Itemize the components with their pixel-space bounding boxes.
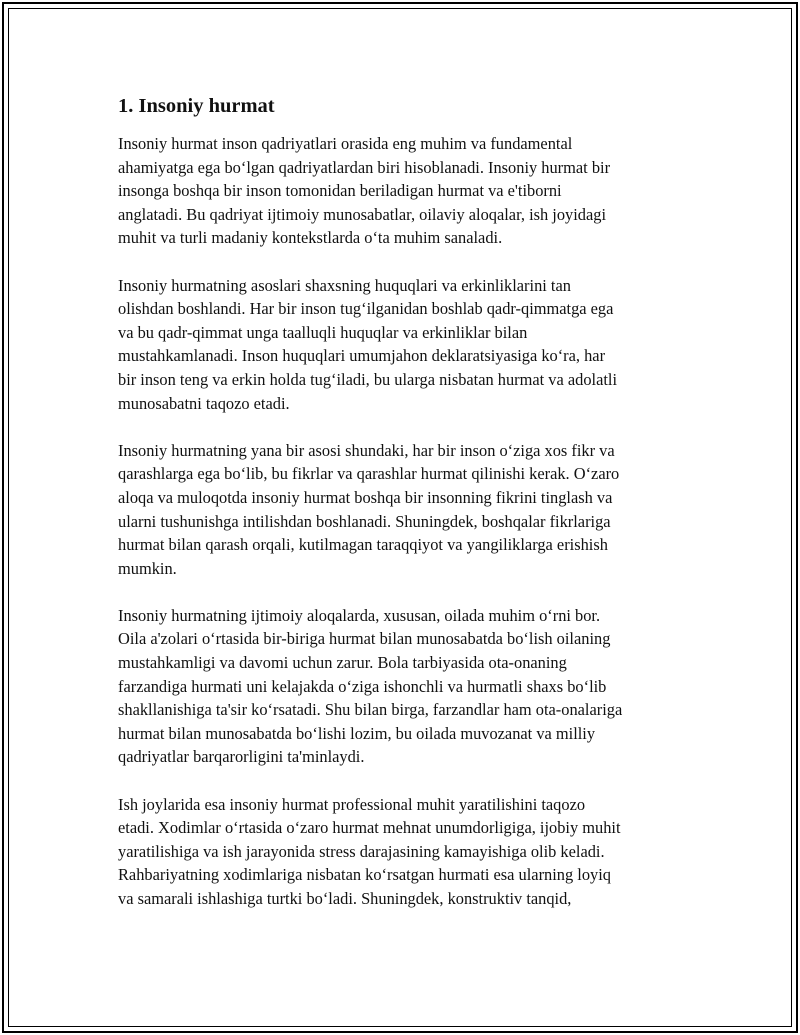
paragraph-5 — [118, 793, 698, 911]
paragraph-line: farzandiga hurmati uni kelajakda o‘ziga ishonchli va hurmatli shaxs bo‘lib — [118, 676, 607, 696]
paragraph-line: Ish joylarida esa insoniy hurmat professional muhit yaratilishini taqozo — [118, 794, 586, 814]
paragraph-4 — [118, 604, 698, 769]
paragraph-line: mumkin. — [118, 558, 177, 578]
paragraph-line: Rahbariyatning xodimlariga nisbatan ko‘rsatgan hurmati esa ularning loyiq — [118, 865, 611, 885]
paragraph-line: munosabatni taqozo etadi. — [118, 393, 290, 413]
paragraph-line: hurmat bilan munosabatda bo‘lishi lozim, bu oilada muvozanat va milliy — [118, 723, 596, 743]
paragraph-line: va bu qadr-qimmat unga taalluqli huquqlar va erkinliklar bilan — [118, 322, 528, 342]
paragraph-line: qarashlarga ega bo‘lib, bu fikrlar va qarashlar hurmat qilinishi kerak. O‘zaro — [118, 464, 620, 484]
paragraph-2 — [118, 274, 698, 416]
paragraph-line: muhit va turli madaniy kontekstlarda o‘ta muhim sanaladi. — [118, 228, 503, 248]
paragraph-line: anglatadi. Bu qadriyat ijtimoiy munosabatlar, oilaviy aloqalar, ish joyidagi — [118, 204, 607, 224]
paragraph-line: Insoniy hurmatning asoslari shaxsning huquqlari va erkinliklarini tan — [118, 275, 571, 295]
paragraph-3 — [118, 439, 698, 581]
paragraph-line: Insoniy hurmatning yana bir asosi shundaki, har bir inson o‘ziga xos fikr va — [118, 440, 615, 460]
paragraph-line: ahamiyatga ega bo‘lgan qadriyatlardan biri hisoblanadi. Insoniy hurmat bir — [118, 157, 611, 177]
document-body — [118, 92, 698, 934]
paragraph-line: shakllanishiga ta'sir ko‘rsatadi. Shu bilan birga, farzandlar ham ota-onalariga — [118, 700, 623, 720]
paragraph-line: ularni tushunishga intilishdan boshlanadi. Shuningdek, boshqalar fikrlariga — [118, 511, 611, 531]
paragraph-line: Insoniy hurmat inson qadriyatlari orasida eng muhim va fundamental — [118, 134, 573, 153]
paragraph-line: Oila a'zolari o‘rtasida bir-biriga hurmat bilan munosabatda bo‘lish oilaning — [118, 629, 611, 649]
paragraph-line: etadi. Xodimlar o‘rtasida o‘zaro hurmat mehnat unumdorligiga, ijobiy muhit — [118, 818, 621, 838]
paragraph-line: hurmat bilan qarash orqali, kutilmagan taraqqiyot va yangiliklarga erishish — [118, 535, 608, 555]
paragraph-1 — [118, 132, 698, 250]
paragraph-line: yaratilishiga va ish jarayonida stress darajasining kamayishiga olib keladi. — [118, 841, 605, 861]
paragraph-line: olishdan boshlandi. Har bir inson tug‘ilganidan boshlab qadr-qimmatga ega — [118, 299, 614, 319]
paragraph-line: va samarali ishlashiga turtki bo‘ladi. Shuningdek, konstruktiv tanqid, — [118, 889, 572, 908]
paragraph-line: bir inson teng va erkin holda tug‘iladi, bu ularga nisbatan hurmat va adolatli — [118, 369, 618, 389]
paragraph-line: mustahkamligi va davomi uchun zarur. Bola tarbiyasida ota-onaning — [118, 653, 567, 673]
paragraph-line: Insoniy hurmatning ijtimoiy aloqalarda, xususan, oilada muhim o‘rni bor. — [118, 605, 601, 625]
paragraph-line: insonga boshqa bir inson tomonidan beriladigan hurmat va e'tiborni — [118, 181, 562, 201]
section-heading: 1. Insoniy hurmat — [118, 95, 275, 117]
paragraph-line: qadriyatlar barqarorligini ta'minlaydi. — [118, 747, 365, 767]
paragraph-line: mustahkamlanadi. Inson huquqlari umumjahon deklaratsiyasiga ko‘ra, har — [118, 346, 606, 366]
paragraph-line: aloqa va muloqotda insoniy hurmat boshqa bir insonning fikrini tinglash va — [118, 487, 613, 507]
